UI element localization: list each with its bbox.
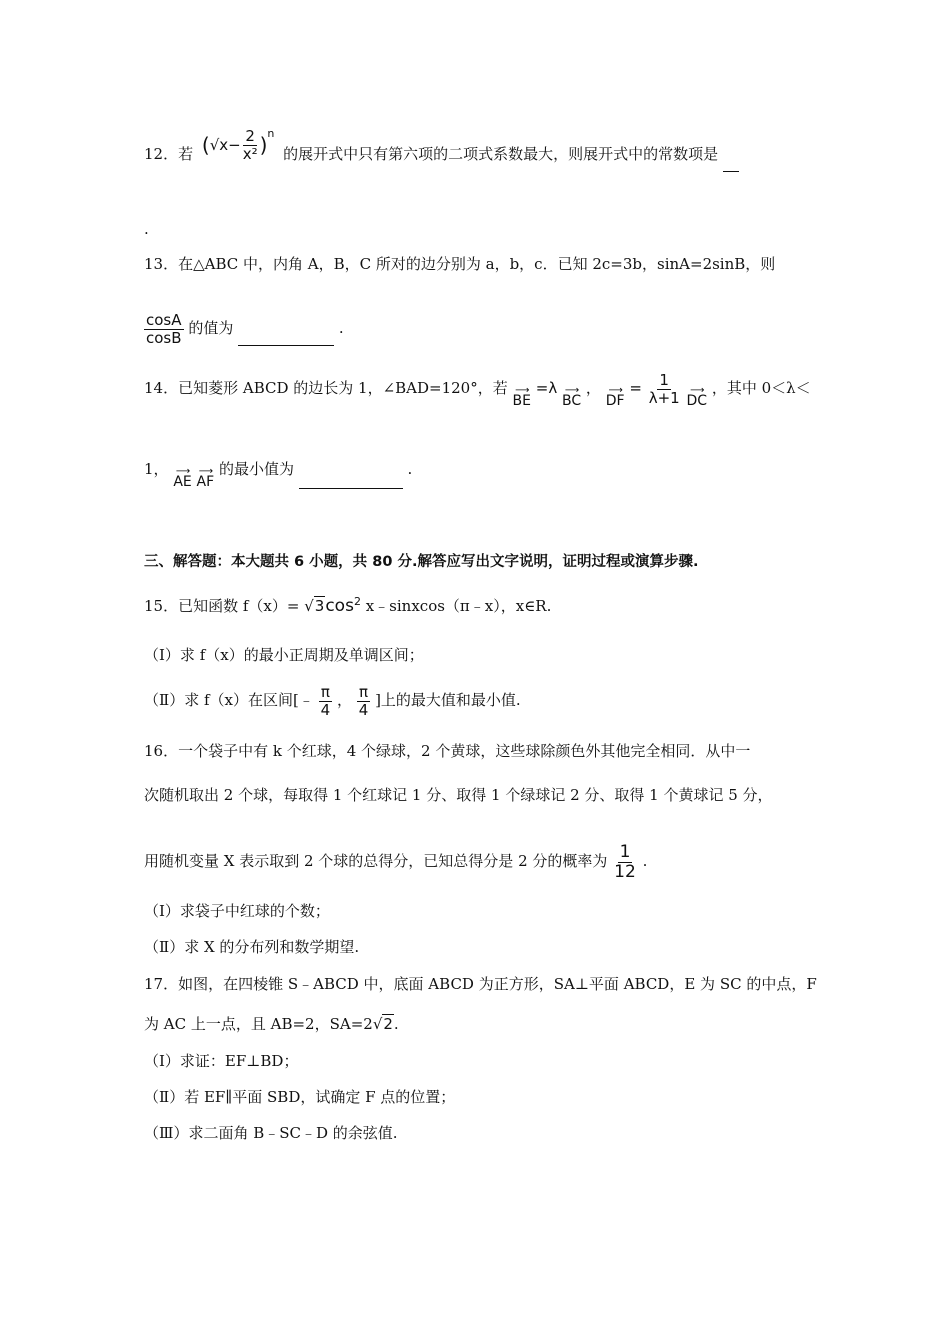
q17-line1: 17．如图，在四棱锥 S﹣ABCD 中，底面 ABCD 为正方形，SA⊥平面 ABCD，E 为 SC 的中点，F [144, 975, 817, 993]
vector-df: ⟶ DF [605, 385, 625, 409]
section-heading: 三、解答题：本大题共 6 小题，共 80 分.解答应写出文字说明，证明过程或演算步骤. [144, 554, 699, 570]
q15-expression: $√3\cos^2$ [304, 595, 361, 616]
q16-line2: 次随机取出 2 个球，每取得 1 个红球记 1 分、取得 1 个绿球记 2 分、取得 1 个黄球记 5 分， [144, 786, 773, 804]
q12-fraction: $\frac{2}{\text{x²}}$ [242, 127, 258, 163]
q14-answer-blank[interactable] [299, 474, 403, 489]
q15-part2: （Ⅱ）求 f（x）在区间[﹣ $\frac{\pi}{4}$ ， $\frac{\pi}{4}$ ]上的最大值和最小值. [144, 683, 521, 719]
q17-sqrt: √2 [372, 1015, 393, 1033]
q17-part3: （Ⅲ）求二面角 B﹣SC﹣D 的余弦值. [144, 1124, 398, 1142]
q16-part1: （Ⅰ）求袋子中红球的个数； [144, 902, 330, 920]
q12-tail: . [144, 220, 149, 238]
q12-line [144, 127, 739, 172]
q12-answer-blank[interactable] [723, 157, 739, 172]
q15-line1: 15．已知函数 $f(x)= √3\cos^2$ x﹣sinxcos（π﹣x），x∈R. [144, 595, 552, 616]
q14-line2: 1， ⟶ AE ⟶ AF 的最小值为 . [144, 460, 413, 490]
vector-be: ⟶ BE [512, 385, 531, 409]
q15-fraction-right: $\frac{\pi}{4}$ [358, 683, 369, 719]
vector-ae: ⟶ AE [173, 466, 192, 490]
q13-answer-blank[interactable] [238, 331, 334, 346]
q17-part1: （Ⅰ）求证：EF⊥BD； [144, 1052, 299, 1070]
q14-line1: 14．已知菱形 ABCD 的边长为 1，∠BAD=120°，若 ⟶ BE =λ ⟶ BC ， ⟶ DF = $\frac{1}{\lambda+1}$ ⟶ DC ，其中 0＜λ＜ [144, 371, 811, 409]
q15-fraction-left: $\frac{\pi}{4}$ [320, 683, 331, 719]
q16-fraction: $\frac{1}{12}$ [614, 842, 636, 882]
q17-part2: （Ⅱ）若 EF∥平面 SBD，试确定 F 点的位置； [144, 1088, 456, 1106]
q13-line2: $\frac{\cos A}{\cos B}$ 的值为 . [146, 311, 344, 347]
q12-number: 12．若 [144, 145, 194, 163]
q17-line2: 为 AC 上一点，且 AB=2，SA=2√2. [144, 1015, 399, 1033]
vector-bc: ⟶ BC [561, 385, 582, 409]
vector-af: ⟶ AF [196, 466, 215, 490]
q15-part1: （Ⅰ）求 f（x）的最小正周期及单调区间； [144, 646, 424, 664]
vector-dc: ⟶ DC [686, 385, 708, 409]
q16-line1: 16．一个袋子中有 k 个红球，4 个绿球，2 个黄球，这些球除颜色外其他完全相同．从中一 [144, 742, 751, 760]
q13-text: 的值为 [188, 319, 234, 337]
q14-fraction: $\frac{1}{\lambda+1}$ [648, 371, 680, 407]
q16-line3: 用随机变量 X 表示取到 2 个球的总得分，已知总得分是 2 分的概率为 $\frac{1}{12}$ . [144, 842, 648, 882]
q13-line1: 13．在△ABC 中，内角 A，B，C 所对的边分别为 a，b，c．已知 2c=3b，sinA=2sinB，则 [144, 255, 776, 273]
q13-fraction: $\frac{\cos A}{\cos B}$ [146, 311, 182, 347]
q12-expression: ( √x − $\frac{2}{\text{x²}}$ ) $^n$ [201, 127, 275, 163]
q16-part2: （Ⅱ）求 X 的分布列和数学期望. [144, 938, 360, 956]
q12-text: 的展开式中只有第六项的二项式系数最大，则展开式中的常数项是 [283, 145, 719, 163]
